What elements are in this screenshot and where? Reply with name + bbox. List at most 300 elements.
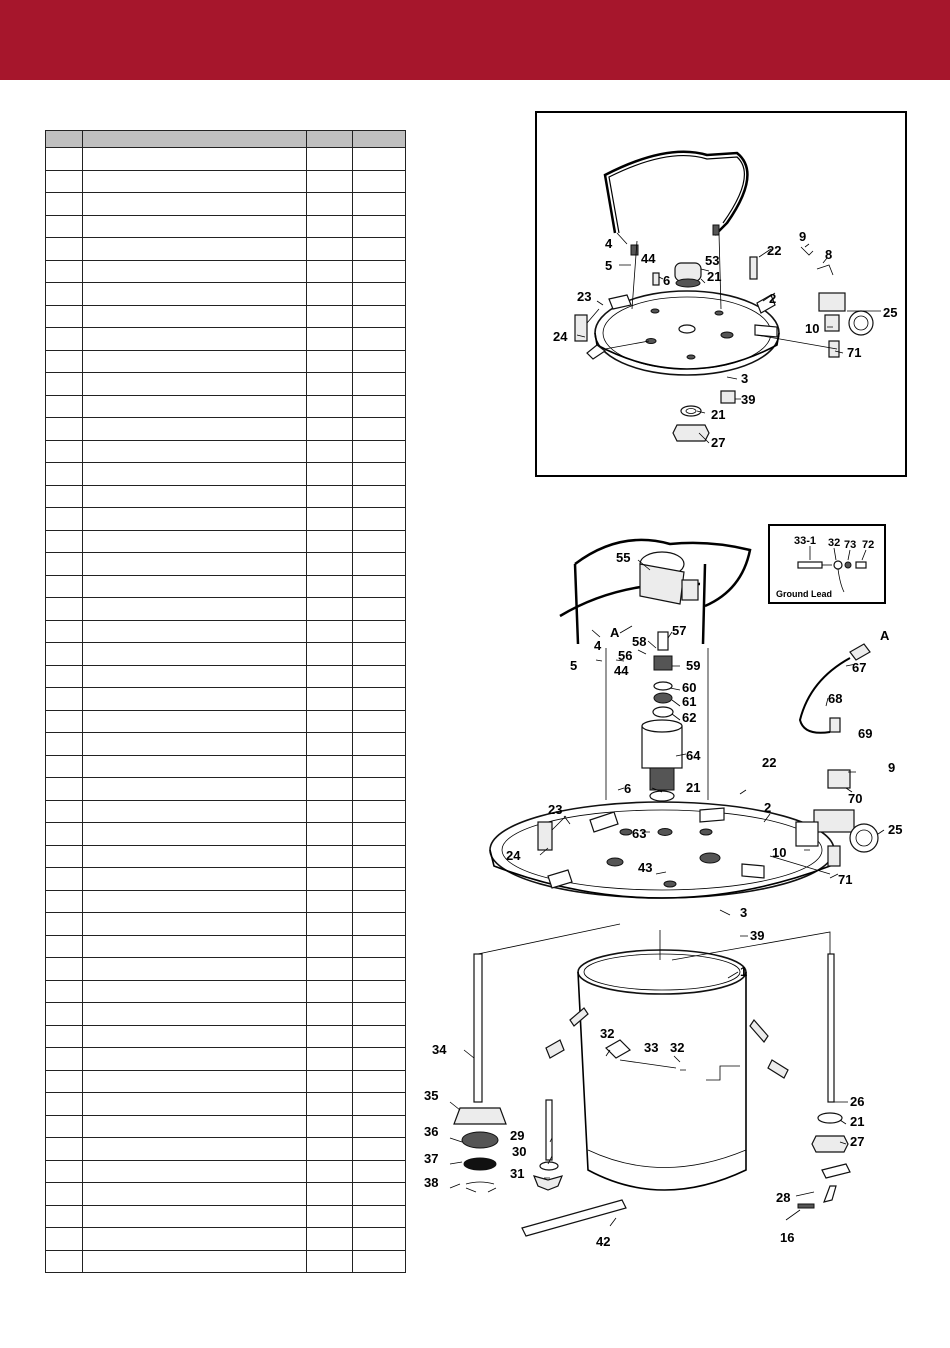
tank-drawing <box>578 950 746 994</box>
table-cell <box>307 1025 353 1048</box>
callout-label: 53 <box>705 253 720 268</box>
table-row <box>46 1205 406 1228</box>
table-row <box>46 823 406 846</box>
table-cell <box>83 1205 307 1228</box>
table-cell <box>46 980 83 1003</box>
table-cell <box>46 823 83 846</box>
callout-label: 72 <box>862 539 875 551</box>
callout-label: 21 <box>707 269 722 284</box>
table-row <box>46 1048 406 1071</box>
table-cell <box>307 575 353 598</box>
callout-label: 32 <box>600 1026 615 1041</box>
table-cell <box>307 350 353 373</box>
callout-label: 62 <box>682 710 697 725</box>
table-cell <box>83 170 307 193</box>
lid-assembly-diagram <box>535 111 907 477</box>
table-cell <box>307 958 353 981</box>
table-cell <box>83 823 307 846</box>
table-row <box>46 350 406 373</box>
callout-label: 3 <box>741 371 749 386</box>
table-cell <box>46 418 83 441</box>
table-cell <box>353 260 406 283</box>
handle-drawing <box>605 152 747 235</box>
callout-label: 24 <box>506 848 521 863</box>
table-cell <box>83 935 307 958</box>
table-cell <box>83 845 307 868</box>
table-cell <box>83 688 307 711</box>
table-cell <box>83 1093 307 1116</box>
table-cell <box>83 665 307 688</box>
table-cell <box>83 260 307 283</box>
callout-label: 67 <box>852 660 867 675</box>
table-row <box>46 1003 406 1026</box>
table-row <box>46 620 406 643</box>
table-cell <box>353 1250 406 1273</box>
table-cell <box>46 373 83 396</box>
table-cell <box>83 800 307 823</box>
table-cell <box>46 1070 83 1093</box>
table-cell <box>353 1048 406 1071</box>
callout-label: 26 <box>850 1094 865 1109</box>
callout-label: 28 <box>776 1190 791 1205</box>
table-cell <box>83 643 307 666</box>
callout-label: 25 <box>888 822 903 837</box>
callout-label: 31 <box>510 1166 525 1181</box>
table-cell <box>83 440 307 463</box>
callout-label: 23 <box>577 289 592 304</box>
table-cell <box>46 395 83 418</box>
table-cell <box>83 395 307 418</box>
table-cell <box>353 575 406 598</box>
table-cell <box>83 913 307 936</box>
table-cell <box>46 260 83 283</box>
table-cell <box>307 193 353 216</box>
callout-label: 32 <box>670 1040 685 1055</box>
table-cell <box>46 913 83 936</box>
table-row <box>46 395 406 418</box>
table-cell <box>46 170 83 193</box>
table-cell <box>307 868 353 891</box>
table-cell <box>307 710 353 733</box>
table-cell <box>353 215 406 238</box>
table-cell <box>307 1070 353 1093</box>
table-cell <box>83 778 307 801</box>
table-cell <box>307 1138 353 1161</box>
table-cell <box>353 665 406 688</box>
table-cell <box>353 508 406 531</box>
table-cell <box>46 890 83 913</box>
table-cell <box>353 1003 406 1026</box>
table-cell <box>83 215 307 238</box>
table-cell <box>307 1115 353 1138</box>
table-cell <box>83 1160 307 1183</box>
table-cell <box>83 553 307 576</box>
table-cell <box>83 350 307 373</box>
table-row <box>46 845 406 868</box>
table-cell <box>353 890 406 913</box>
callout-label: 22 <box>762 755 777 770</box>
table-row <box>46 755 406 778</box>
table-cell <box>307 328 353 351</box>
table-cell <box>353 1205 406 1228</box>
inset-callouts <box>794 535 874 551</box>
table-cell <box>307 823 353 846</box>
table-cell <box>307 1093 353 1116</box>
callout-label: 44 <box>641 251 656 266</box>
table-row <box>46 575 406 598</box>
table-cell <box>307 1205 353 1228</box>
table-cell <box>307 553 353 576</box>
table-cell <box>83 485 307 508</box>
table-cell <box>307 1228 353 1251</box>
table-row <box>46 890 406 913</box>
table-cell <box>46 485 83 508</box>
table-cell <box>353 620 406 643</box>
table-cell <box>353 913 406 936</box>
table-cell <box>46 868 83 891</box>
table-cell <box>307 283 353 306</box>
table-cell <box>353 553 406 576</box>
table-cell <box>353 463 406 486</box>
callout-label: 27 <box>711 435 726 450</box>
table-cell <box>353 935 406 958</box>
callout-label: 4 <box>605 236 613 251</box>
ground-lead-inset <box>768 524 886 604</box>
callout-label: 32 <box>828 537 841 549</box>
table-cell <box>307 1183 353 1206</box>
callout-label: 9 <box>888 760 896 775</box>
callout-label: 57 <box>672 623 687 638</box>
table-cell <box>46 755 83 778</box>
callout-label: 59 <box>686 658 701 673</box>
table-row <box>46 373 406 396</box>
table-row <box>46 170 406 193</box>
table-row <box>46 148 406 171</box>
callout-label: 39 <box>750 928 765 943</box>
callout-label: 27 <box>850 1134 865 1149</box>
table-cell <box>307 1160 353 1183</box>
table-cell <box>46 1183 83 1206</box>
table-cell <box>353 440 406 463</box>
table-cell <box>46 620 83 643</box>
table-cell <box>353 643 406 666</box>
table-cell <box>353 373 406 396</box>
table-row <box>46 800 406 823</box>
table-row <box>46 553 406 576</box>
callout-label: 60 <box>682 680 697 695</box>
table-cell <box>307 1250 353 1273</box>
table-cell <box>83 733 307 756</box>
table-row <box>46 238 406 261</box>
table-cell <box>46 193 83 216</box>
table-cell <box>353 1115 406 1138</box>
table-cell <box>307 238 353 261</box>
parts-list-table <box>45 130 406 1273</box>
table-cell <box>83 980 307 1003</box>
table-cell <box>83 598 307 621</box>
table-cell <box>307 395 353 418</box>
table-cell <box>46 1025 83 1048</box>
callout-label: 24 <box>553 329 568 344</box>
callout-label: 71 <box>847 345 862 360</box>
callout-label: 3 <box>740 905 748 920</box>
table-cell <box>46 1115 83 1138</box>
table-row <box>46 935 406 958</box>
table-cell <box>83 1048 307 1071</box>
callout-label: 56 <box>618 648 633 663</box>
table-cell <box>83 148 307 171</box>
table-cell <box>307 665 353 688</box>
table-row <box>46 688 406 711</box>
table-row <box>46 440 406 463</box>
table-cell <box>307 463 353 486</box>
table-cell <box>46 215 83 238</box>
table-cell <box>83 868 307 891</box>
table-cell <box>83 1250 307 1273</box>
table-cell <box>83 710 307 733</box>
table-cell <box>307 755 353 778</box>
callout-label: 2 <box>769 291 777 306</box>
table-cell <box>307 170 353 193</box>
callout-label: 38 <box>424 1175 439 1190</box>
table-cell <box>46 440 83 463</box>
table-cell <box>307 305 353 328</box>
table-row <box>46 418 406 441</box>
table-cell <box>83 1183 307 1206</box>
callout-label: 63 <box>632 826 647 841</box>
callout-label: 10 <box>772 845 787 860</box>
table-cell <box>353 1228 406 1251</box>
table-cell <box>46 643 83 666</box>
table-cell <box>46 1250 83 1273</box>
table-cell <box>46 1228 83 1251</box>
header-banner <box>0 0 950 80</box>
table-cell <box>353 868 406 891</box>
callout-label: 1 <box>740 964 748 979</box>
table-cell <box>353 350 406 373</box>
callout-label: A <box>610 625 620 640</box>
table-cell <box>353 980 406 1003</box>
table-cell <box>307 373 353 396</box>
callout-label: 73 <box>844 539 857 551</box>
table-cell <box>307 485 353 508</box>
callout-label: 9 <box>799 229 807 244</box>
table-cell <box>353 395 406 418</box>
table-cell <box>307 778 353 801</box>
table-row <box>46 485 406 508</box>
table-row <box>46 913 406 936</box>
table-cell <box>46 665 83 688</box>
callout-label: 25 <box>883 305 898 320</box>
table-cell <box>46 710 83 733</box>
table-cell <box>353 1070 406 1093</box>
table-cell <box>353 710 406 733</box>
table-cell <box>46 1093 83 1116</box>
table-cell <box>83 890 307 913</box>
table-cell <box>353 485 406 508</box>
table-row <box>46 1093 406 1116</box>
callout-label: 4 <box>594 638 602 653</box>
table-cell <box>353 170 406 193</box>
callout-label: 58 <box>632 634 647 649</box>
table-cell <box>46 283 83 306</box>
table-cell <box>307 598 353 621</box>
table-cell <box>46 1003 83 1026</box>
table-cell <box>83 755 307 778</box>
callout-label: 23 <box>548 802 563 817</box>
table-cell <box>46 350 83 373</box>
table-row <box>46 665 406 688</box>
table-cell <box>46 598 83 621</box>
table-cell <box>353 1093 406 1116</box>
table-cell <box>46 508 83 531</box>
table-header-row <box>46 131 406 148</box>
table-cell <box>83 1228 307 1251</box>
table-cell <box>353 305 406 328</box>
table-cell <box>307 643 353 666</box>
callout-label: 35 <box>424 1088 439 1103</box>
callout-label: 55 <box>616 550 631 565</box>
table-cell <box>307 508 353 531</box>
table-cell <box>307 800 353 823</box>
exploded-assembly-diagram <box>410 520 950 1255</box>
table-cell <box>353 845 406 868</box>
callout-label: 21 <box>686 780 701 795</box>
table-cell <box>307 1003 353 1026</box>
table-cell <box>307 418 353 441</box>
table-cell <box>307 913 353 936</box>
table-cell <box>83 305 307 328</box>
table-cell <box>307 1048 353 1071</box>
callout-label: 37 <box>424 1151 439 1166</box>
table-cell <box>307 440 353 463</box>
callout-label: 10 <box>805 321 820 336</box>
table-cell <box>353 755 406 778</box>
callout-label: 42 <box>596 1234 611 1249</box>
callout-label: 68 <box>828 691 843 706</box>
table-cell <box>83 1115 307 1138</box>
table-cell <box>46 1048 83 1071</box>
callout-label: 34 <box>432 1042 447 1057</box>
table-row <box>46 980 406 1003</box>
callout-label: 64 <box>686 748 701 763</box>
table-cell <box>353 733 406 756</box>
table-cell <box>307 845 353 868</box>
table-cell <box>307 935 353 958</box>
table-cell <box>83 620 307 643</box>
callout-label: 16 <box>780 1230 795 1245</box>
table-cell <box>353 418 406 441</box>
table-cell <box>307 530 353 553</box>
table-cell <box>83 418 307 441</box>
table-row <box>46 643 406 666</box>
table-cell <box>307 260 353 283</box>
table-cell <box>46 148 83 171</box>
table-row <box>46 733 406 756</box>
table-row <box>46 530 406 553</box>
table-cell <box>46 935 83 958</box>
table-cell <box>46 1160 83 1183</box>
callout-label: 8 <box>825 247 833 262</box>
table-body <box>46 148 406 1273</box>
table-cell <box>307 215 353 238</box>
table-row <box>46 1070 406 1093</box>
callout-label: 69 <box>858 726 873 741</box>
callout-label: 33 <box>644 1040 659 1055</box>
table-cell <box>307 688 353 711</box>
header-cell-description <box>83 131 307 148</box>
table-cell <box>307 733 353 756</box>
table-row <box>46 1228 406 1251</box>
table-cell <box>83 1070 307 1093</box>
table-cell <box>46 463 83 486</box>
table-cell <box>353 193 406 216</box>
table-row <box>46 1025 406 1048</box>
table-cell <box>83 575 307 598</box>
table-row <box>46 958 406 981</box>
ground-lead-caption: Ground Lead <box>776 589 832 599</box>
table-cell <box>83 530 307 553</box>
table-cell <box>46 845 83 868</box>
table-row <box>46 710 406 733</box>
callout-label: 30 <box>512 1144 527 1159</box>
table-row <box>46 778 406 801</box>
table-cell <box>46 328 83 351</box>
table-row <box>46 305 406 328</box>
table-cell <box>46 1138 83 1161</box>
table-cell <box>353 1138 406 1161</box>
callout-label: 21 <box>850 1114 865 1129</box>
table-row <box>46 260 406 283</box>
table-cell <box>307 980 353 1003</box>
table-row <box>46 283 406 306</box>
table-row <box>46 463 406 486</box>
table-cell <box>353 328 406 351</box>
table-row <box>46 868 406 891</box>
table-cell <box>353 778 406 801</box>
table-cell <box>46 575 83 598</box>
table-cell <box>46 688 83 711</box>
header-cell-col3 <box>307 131 353 148</box>
callout-label: 2 <box>764 800 772 815</box>
table-cell <box>83 1025 307 1048</box>
table-cell <box>46 958 83 981</box>
table-cell <box>83 508 307 531</box>
table-row <box>46 328 406 351</box>
table-cell <box>83 1003 307 1026</box>
table-row <box>46 1160 406 1183</box>
table-cell <box>353 238 406 261</box>
table-cell <box>353 800 406 823</box>
table-cell <box>83 958 307 981</box>
header-cell-col4 <box>353 131 406 148</box>
table-cell <box>353 823 406 846</box>
table-row <box>46 215 406 238</box>
table-cell <box>83 1138 307 1161</box>
table-cell <box>353 283 406 306</box>
table-cell <box>46 733 83 756</box>
callout-label: 33-1 <box>794 535 817 547</box>
callout-label: 5 <box>570 658 578 673</box>
table-cell <box>353 1025 406 1048</box>
callout-label: 22 <box>767 243 782 258</box>
table-cell <box>353 530 406 553</box>
table-cell <box>307 148 353 171</box>
callout-label: 6 <box>624 781 632 796</box>
table-row <box>46 598 406 621</box>
table-cell <box>353 958 406 981</box>
header-cell-ref <box>46 131 83 148</box>
